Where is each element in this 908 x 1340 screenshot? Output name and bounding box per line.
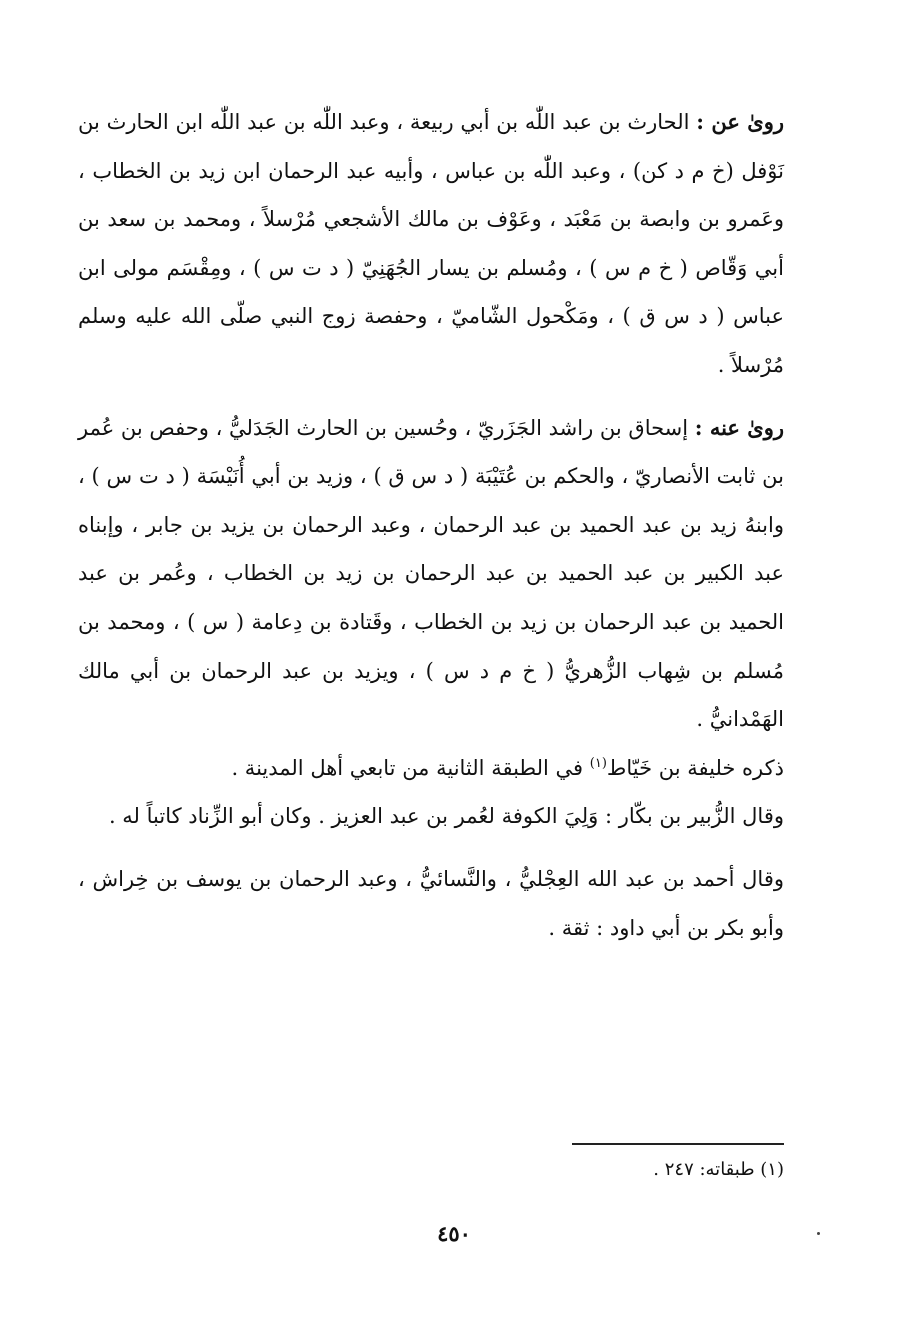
ijli-paragraph: [78, 855, 784, 952]
zubayr-paragraph: [78, 792, 784, 841]
paragraph-heading: رویٰ عن :: [696, 109, 785, 134]
footnote: (١) طبقاته: ٢٤٧ .: [653, 1159, 784, 1180]
paragraph-body: الحارث بن عبد اللّٰه بن أبي ربيعة ، وعبد اللّٰه بن عبد اللّٰه ابن الحارث بن نَوْفل (خ م د كن) ، وعبد اللّٰه بن عباس ، وأبيه عبد الرحمان ابن زيد بن الخطاب ، وعَمرو بن وابصة بن مَعْبَد ، وعَوْف بن مالك الأشجعي مُرْسلاً ، ومحمد بن سعد بن أبي وَقّاص ( خ م س ) ، ومُسلم بن يسار الجُهَنِيّ ( د ت س ) ، ومِقْسَم مولى ابن عباس ( د س ق ) ، ومَكْحول الشّاميّ ، وحفصة زوج النبي صلّى الله عليه وسلم مُرْسلاً .: [78, 110, 784, 377]
footnote-divider: [572, 1143, 784, 1145]
khalifa-paragraph: [78, 744, 784, 793]
narrators-paragraph: [78, 404, 784, 744]
narrated-from-paragraph: [78, 98, 784, 390]
paragraph-body: إسحاق بن راشد الجَزَريّ ، وحُسين بن الحارث الجَدَليُّ ، وحفص بن عُمر بن ثابت الأنصاريّ ، والحكم بن عُتَيْبَة ( د س ق ) ، وزيد بن أبي أُنَيْسَة ( د ت س ) ، وابنهُ زيد بن عبد الحميد بن عبد الرحمان ، وعبد الرحمان بن يزيد بن جابر ، وإبناه عبد الكبير بن عبد الحميد بن عبد الرحمان بن زيد بن الخطاب ، وعُمر بن عبد الحميد بن عبد الرحمان بن زيد بن الخطاب ، وقَتادة بن دِعامة ( س ) ، ومحمد بن مُسلم بن شِهاب الزُّهريُّ ( خ م د س ) ، ويزيد بن عبد الرحمان بن أبي مالك الهَمْدانيُّ .: [77, 415, 784, 732]
page-number: ٤٥٠: [437, 1221, 471, 1246]
paragraph-heading: رویٰ عنه :: [694, 414, 784, 440]
main-text: [78, 98, 784, 952]
footnote-reference[interactable]: (١): [589, 755, 607, 771]
paragraph-body: ذكره خليفة بن خَيّاط: [606, 755, 784, 780]
paragraph-body: وقال الزُّبير بن بكّار : وَلِيَ الكوفة لعُمر بن عبد العزيز . وكان أبو الزِّناد كاتباً له .: [108, 804, 784, 829]
paragraph-body: في الطبقة الثانية من تابعي أهل المدينة .: [231, 755, 590, 780]
paragraph-body: وقال أحمد بن عبد الله العِجْليُّ ، والنَّسائيُّ ، وعبد الرحمان بن يوسف بن خِراش ، وأبو بكر بن أبي داود : ثقة .: [78, 866, 784, 940]
scan-dot: [817, 1232, 820, 1235]
